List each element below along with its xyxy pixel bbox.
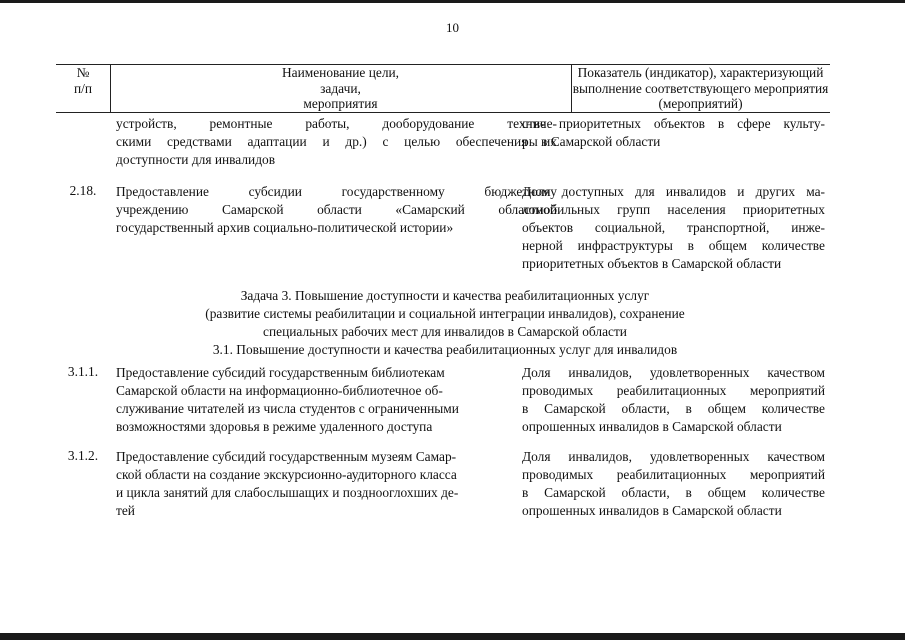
row-indicator-line: опрошенных инвалидов в Самарской области [522, 419, 782, 434]
row-number: 3.1.2. [67, 448, 99, 463]
row-indicator-line: в Самарской области, в общем количестве [522, 401, 825, 416]
header-number-line: № [76, 65, 90, 80]
row-indicator [522, 115, 825, 151]
row-indicator-line: опрошенных инвалидов в Самарской области [522, 503, 782, 518]
page-number: 10 [446, 20, 459, 35]
header-indicator-line: (мероприятий) [658, 96, 743, 111]
header-name-line: мероприятия [303, 96, 378, 111]
header-indicator-line: выполнение соответствующего мероприятия [572, 80, 829, 96]
row-name [116, 115, 557, 169]
task-heading [120, 287, 770, 359]
subtask-heading: 3.1. Повышение доступности и качества реабилитационных услуг для инвалидов [212, 342, 678, 357]
row-name-line: Предоставление субсидий государственным библиотекам [116, 365, 445, 380]
table-header [56, 64, 830, 113]
row-number: 2.18. [69, 183, 97, 198]
row-indicator-line: ломобильных групп населения приоритетных [522, 202, 825, 217]
row-name-line: Предоставление субсидии государственному бюджетному [116, 184, 557, 199]
row-name-line: государственный архив социально-политической истории» [116, 220, 454, 235]
row-indicator-line: Доля инвалидов, удовлетворенных качеством [522, 365, 825, 380]
row-number: 3.1.1. [67, 364, 99, 379]
row-indicator-line: проводимых реабилитационных мероприятий [522, 383, 825, 398]
row-indicator [522, 183, 825, 273]
row-indicator-line: проводимых реабилитационных мероприятий [522, 467, 825, 482]
row-indicator [522, 448, 825, 520]
row-indicator-line: Доля доступных для инвалидов и других ма- [522, 184, 825, 199]
task-line: Задача 3. Повышение доступности и качества реабилитационных услуг [240, 288, 650, 303]
row-name-line: возможностями здоровья в режиме удаленного доступа [116, 419, 433, 434]
row-name-line: учреждению Самарской области «Самарский областной [116, 202, 557, 217]
row-indicator-line: приоритетных объектов в Самарской области [522, 256, 782, 271]
row-indicator-line: в Самарской области, в общем количестве [522, 485, 825, 500]
row-name-line: Самарской области на информационно-библиотечное об- [116, 383, 443, 398]
row-indicator [522, 364, 825, 436]
row-indicator-line: Доля инвалидов, удовлетворенных качеством [522, 449, 825, 464]
header-cell-name [110, 65, 572, 112]
row-name-line: скими средствами адаптации и др.) с целью обеспечения их [116, 134, 557, 149]
scan-border-top [0, 0, 905, 3]
task-line: специальных рабочих мест для инвалидов в Самарской области [263, 324, 627, 339]
header-name-line: Наименование цели, [281, 65, 400, 80]
row-name [116, 364, 557, 436]
row-name [116, 448, 557, 520]
task-line: (развитие системы реабилитации и социальной интеграции инвалидов), сохранение [205, 306, 685, 321]
header-cell-indicator [571, 65, 830, 112]
header-indicator-line: Показатель (индикатор), характеризующий [577, 65, 824, 80]
row-name-line: ской области на создание экскурсионно-аудиторного класса [116, 467, 457, 482]
row-name-line: доступности для инвалидов [116, 152, 276, 167]
header-number-line: п/п [73, 80, 93, 96]
row-indicator-line: нерной инфраструктуры в общем количестве [522, 238, 825, 253]
row-indicator-line: стве приоритетных объектов в сфере культу- [522, 116, 825, 131]
row-name [116, 183, 557, 237]
row-name-line: служивание читателей из числа студентов с ограниченными [116, 401, 459, 416]
header-cell-number [56, 65, 111, 112]
row-name-line: и цикла занятий для слабослышащих и позднооглохших де- [116, 485, 459, 500]
header-name-line: задачи, [320, 80, 361, 96]
row-name-line: устройств, ремонтные работы, дооборудование техниче- [116, 116, 557, 131]
row-indicator-line: ры в Самарской области [522, 134, 661, 149]
row-name-line: Предоставление субсидий государственным музеям Самар- [116, 449, 457, 464]
row-name-line: тей [116, 503, 135, 518]
row-indicator-line: объектов социальной, транспортной, инже- [522, 220, 825, 235]
scan-border-bottom [0, 633, 905, 640]
